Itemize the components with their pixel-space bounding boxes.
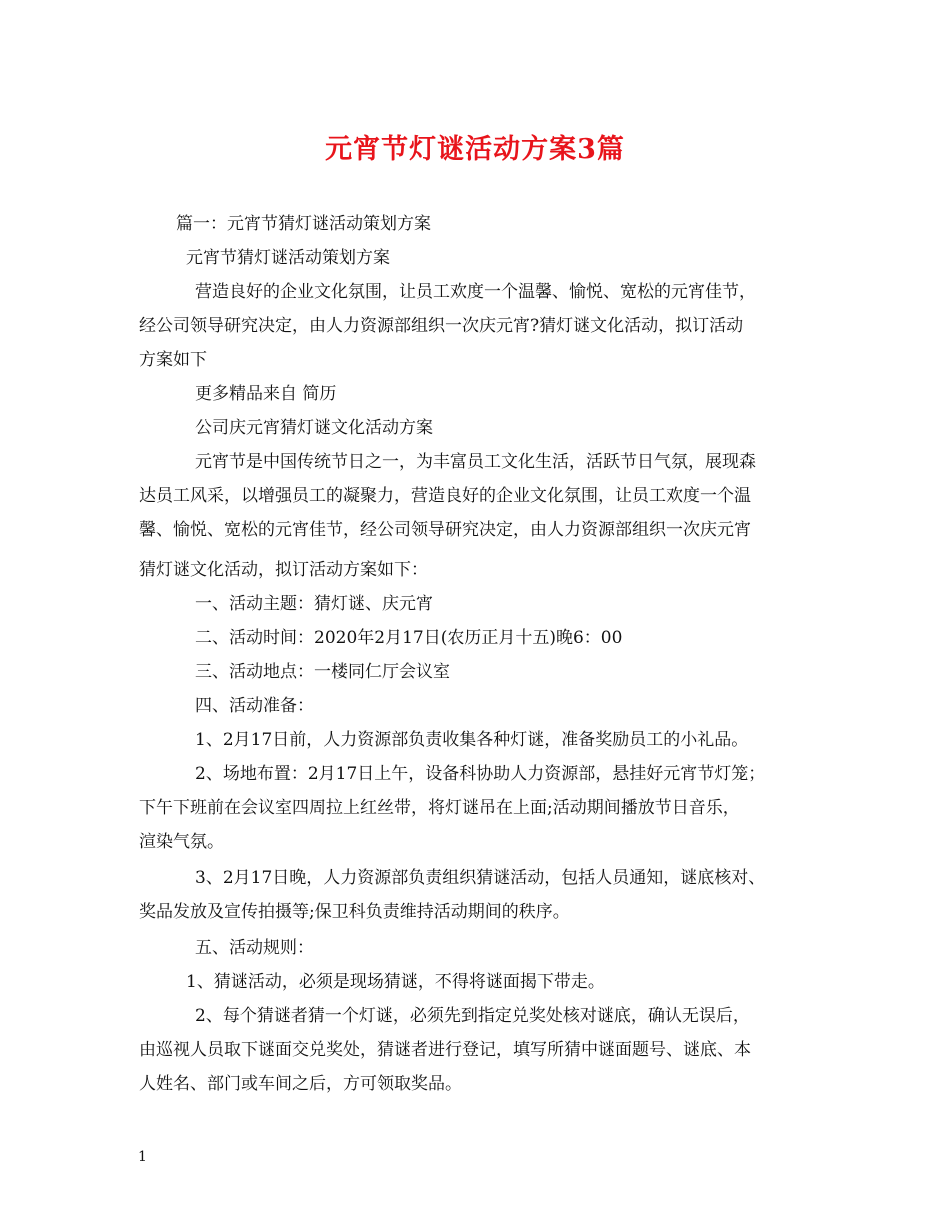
paragraph-line: 1、2月17日前，人力资源部负责收集各种灯谜，准备奖励员工的小礼品。	[195, 730, 749, 750]
paragraph-line: 奖品发放及宣传拍摄等;保卫科负责维持活动期间的秩序。	[139, 902, 570, 922]
paragraph-line: 二、活动时间：2020年2月17日(农历正月十五)晚6：00	[195, 628, 623, 648]
paragraph-line: 猜灯谜文化活动，拟订活动方案如下：	[139, 560, 428, 580]
paragraph-line: 2、场地布置：2月17日上午，设备科协助人力资源部，悬挂好元宵节灯笼；	[195, 764, 766, 784]
paragraph-line: 渲染气氛。	[139, 832, 224, 852]
page-number: 1	[138, 1149, 147, 1165]
paragraph-line: 方案如下	[139, 350, 207, 370]
paragraph-line: 人姓名、部门或车间之后，方可领取奖品。	[139, 1074, 462, 1094]
paragraph-line: 一、活动主题：猜灯谜、庆元宵	[195, 594, 433, 614]
paragraph-line: 达员工风采，以增强员工的凝聚力，营造良好的企业文化氛围，让员工欢度一个温	[139, 486, 751, 506]
paragraph-line: 元宵节猜灯谜活动策划方案	[186, 248, 390, 268]
paragraph-line: 更多精品来自 简历	[195, 384, 337, 404]
paragraph-line: 经公司领导研究决定，由人力资源部组织一次庆元宵?猜灯谜文化活动，拟订活动	[139, 316, 744, 336]
paragraph-line: 2、每个猜谜者猜一个灯谜，必须先到指定兑奖处核对谜底，确认无误后，	[195, 1006, 750, 1026]
paragraph-line: 元宵节是中国传统节日之一，为丰富员工文化生活，活跃节日气氛，展现森	[195, 452, 756, 472]
paragraph-line: 公司庆元宵猜灯谜文化活动方案	[195, 418, 433, 438]
paragraph-line: 篇一：元宵节猜灯谜活动策划方案	[176, 214, 431, 234]
paragraph-line: 五、活动规则：	[195, 938, 314, 958]
paragraph-line: 三、活动地点：一楼同仁厅会议室	[195, 662, 450, 682]
paragraph-line: 3、2月17日晚，人力资源部负责组织猜谜活动，包括人员通知，谜底核对、	[195, 868, 766, 888]
paragraph-line: 馨、愉悦、宽松的元宵佳节，经公司领导研究决定，由人力资源部组织一次庆元宵	[139, 520, 751, 540]
paragraph-line: 1、猜谜活动，必须是现场猜谜，不得将谜面揭下带走。	[186, 972, 605, 992]
paragraph-line: 四、活动准备：	[195, 696, 314, 716]
document-title: 元宵节灯谜活动方案3篇	[325, 134, 625, 165]
paragraph-line: 营造良好的企业文化氛围，让员工欢度一个温馨、愉悦、宽松的元宵佳节，	[195, 282, 756, 302]
paragraph-line: 由巡视人员取下谜面交兑奖处，猜谜者进行登记，填写所猜中谜面题号、谜底、本	[139, 1040, 751, 1060]
paragraph-line: 下午下班前在会议室四周拉上红丝带，将灯谜吊在上面;活动期间播放节日音乐，	[139, 798, 740, 818]
